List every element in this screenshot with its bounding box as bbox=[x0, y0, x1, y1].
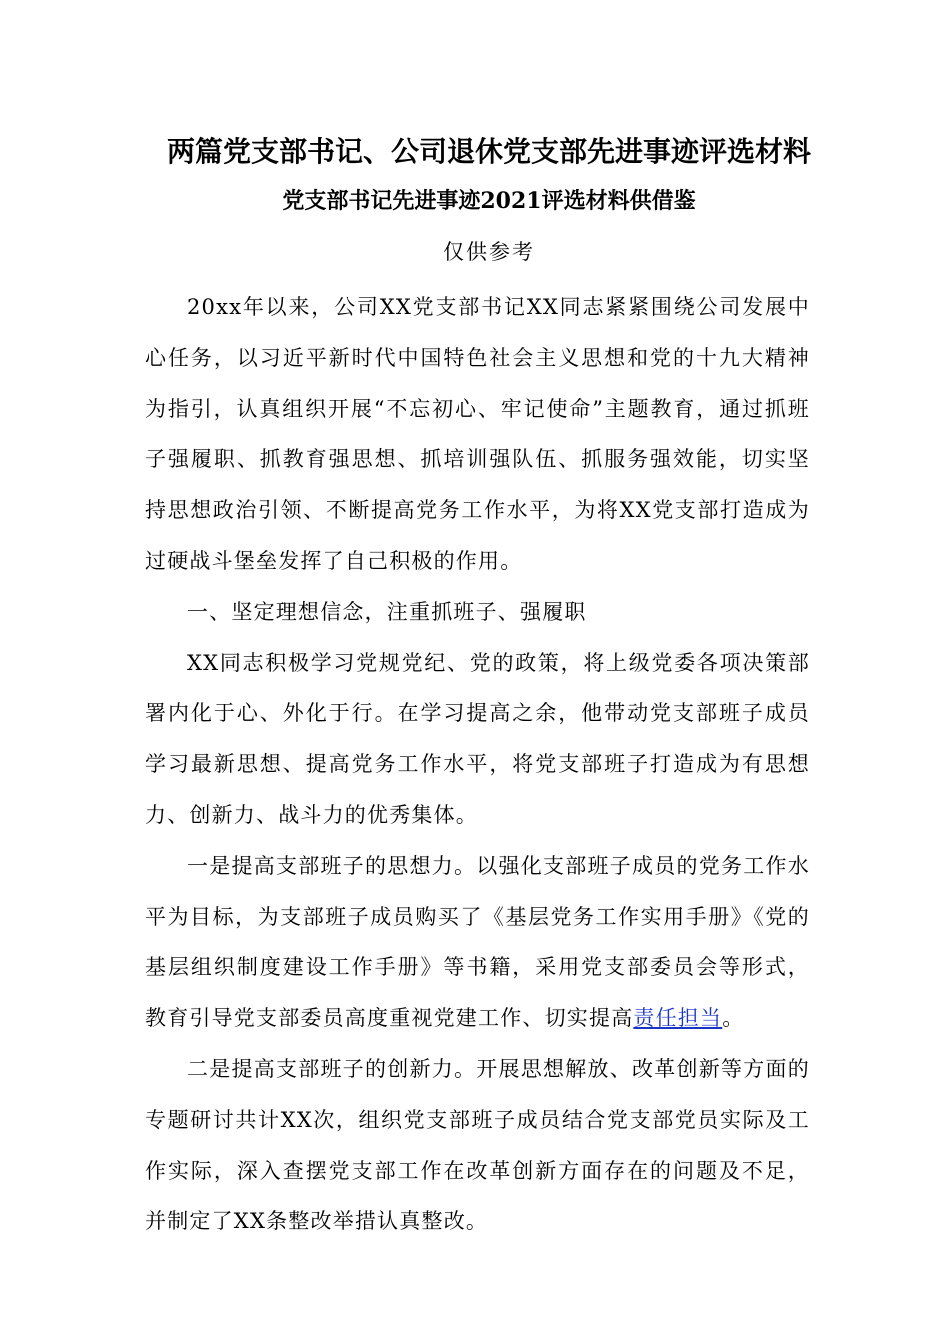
paragraph-text-end: 。 bbox=[722, 1006, 745, 1031]
document-title: 两篇党支部书记、公司退休党支部先进事迹评选材料 bbox=[166, 135, 811, 168]
section-heading: 一、坚定理想信念，注重抓班子、强履职 bbox=[187, 599, 587, 624]
reference-note: 仅供参考 bbox=[443, 240, 535, 264]
paragraph-text: 一是提高支部班子的思想力。以强化支部班子成员的党务工作水平为目标，为支部班子成员购买了《基层党务工作实用手册》《党的基层组织制度建设工作手册》等书籍，采用党支部委员会等形式，教育引导党支部委员高度重视党建工作、切实提高 bbox=[145, 853, 810, 1031]
paragraph-section-one: XX同志积极学习党规党纪、党的政策，将上级党委各项决策部署内化于心、外化于行。在学习提高之余，他带动党支部班子成员学习最新思想、提高党务工作水平，将党支部班子打造成为有思想力、创新力、战斗力的优秀集体。 bbox=[145, 650, 810, 827]
document-subtitle: 党支部书记先进事迹2021评选材料供借鉴 bbox=[282, 188, 696, 214]
responsibility-link[interactable]: 责任担当 bbox=[633, 1006, 723, 1031]
paragraph-intro: 20xx年以来，公司XX党支部书记XX同志紧紧围绕公司发展中心任务，以习近平新时代中国特色社会主义思想和党的十九大精神为指引，认真组织开展“不忘初心、牢记使命”主题教育，通过抓班子强履职、抓教育强思想、抓培训强队伍、抓服务强效能，切实坚持思想政治引领、不断提高党务工作水平，为将XX党支部打造成为过硬战斗堡垒发挥了自己积极的作用。 bbox=[145, 295, 810, 573]
document-body bbox=[145, 282, 810, 1247]
paragraph-innovation-power: 二是提高支部班子的创新力。开展思想解放、改革创新等方面的专题研讨共计XX次，组织党支部班子成员结合党支部党员实际及工作实际，深入查摆党支部工作在改革创新方面存在的问题及不足，并制定了XX条整改举措认真整改。 bbox=[145, 1056, 810, 1234]
paragraph-thinking-power bbox=[145, 841, 810, 1044]
